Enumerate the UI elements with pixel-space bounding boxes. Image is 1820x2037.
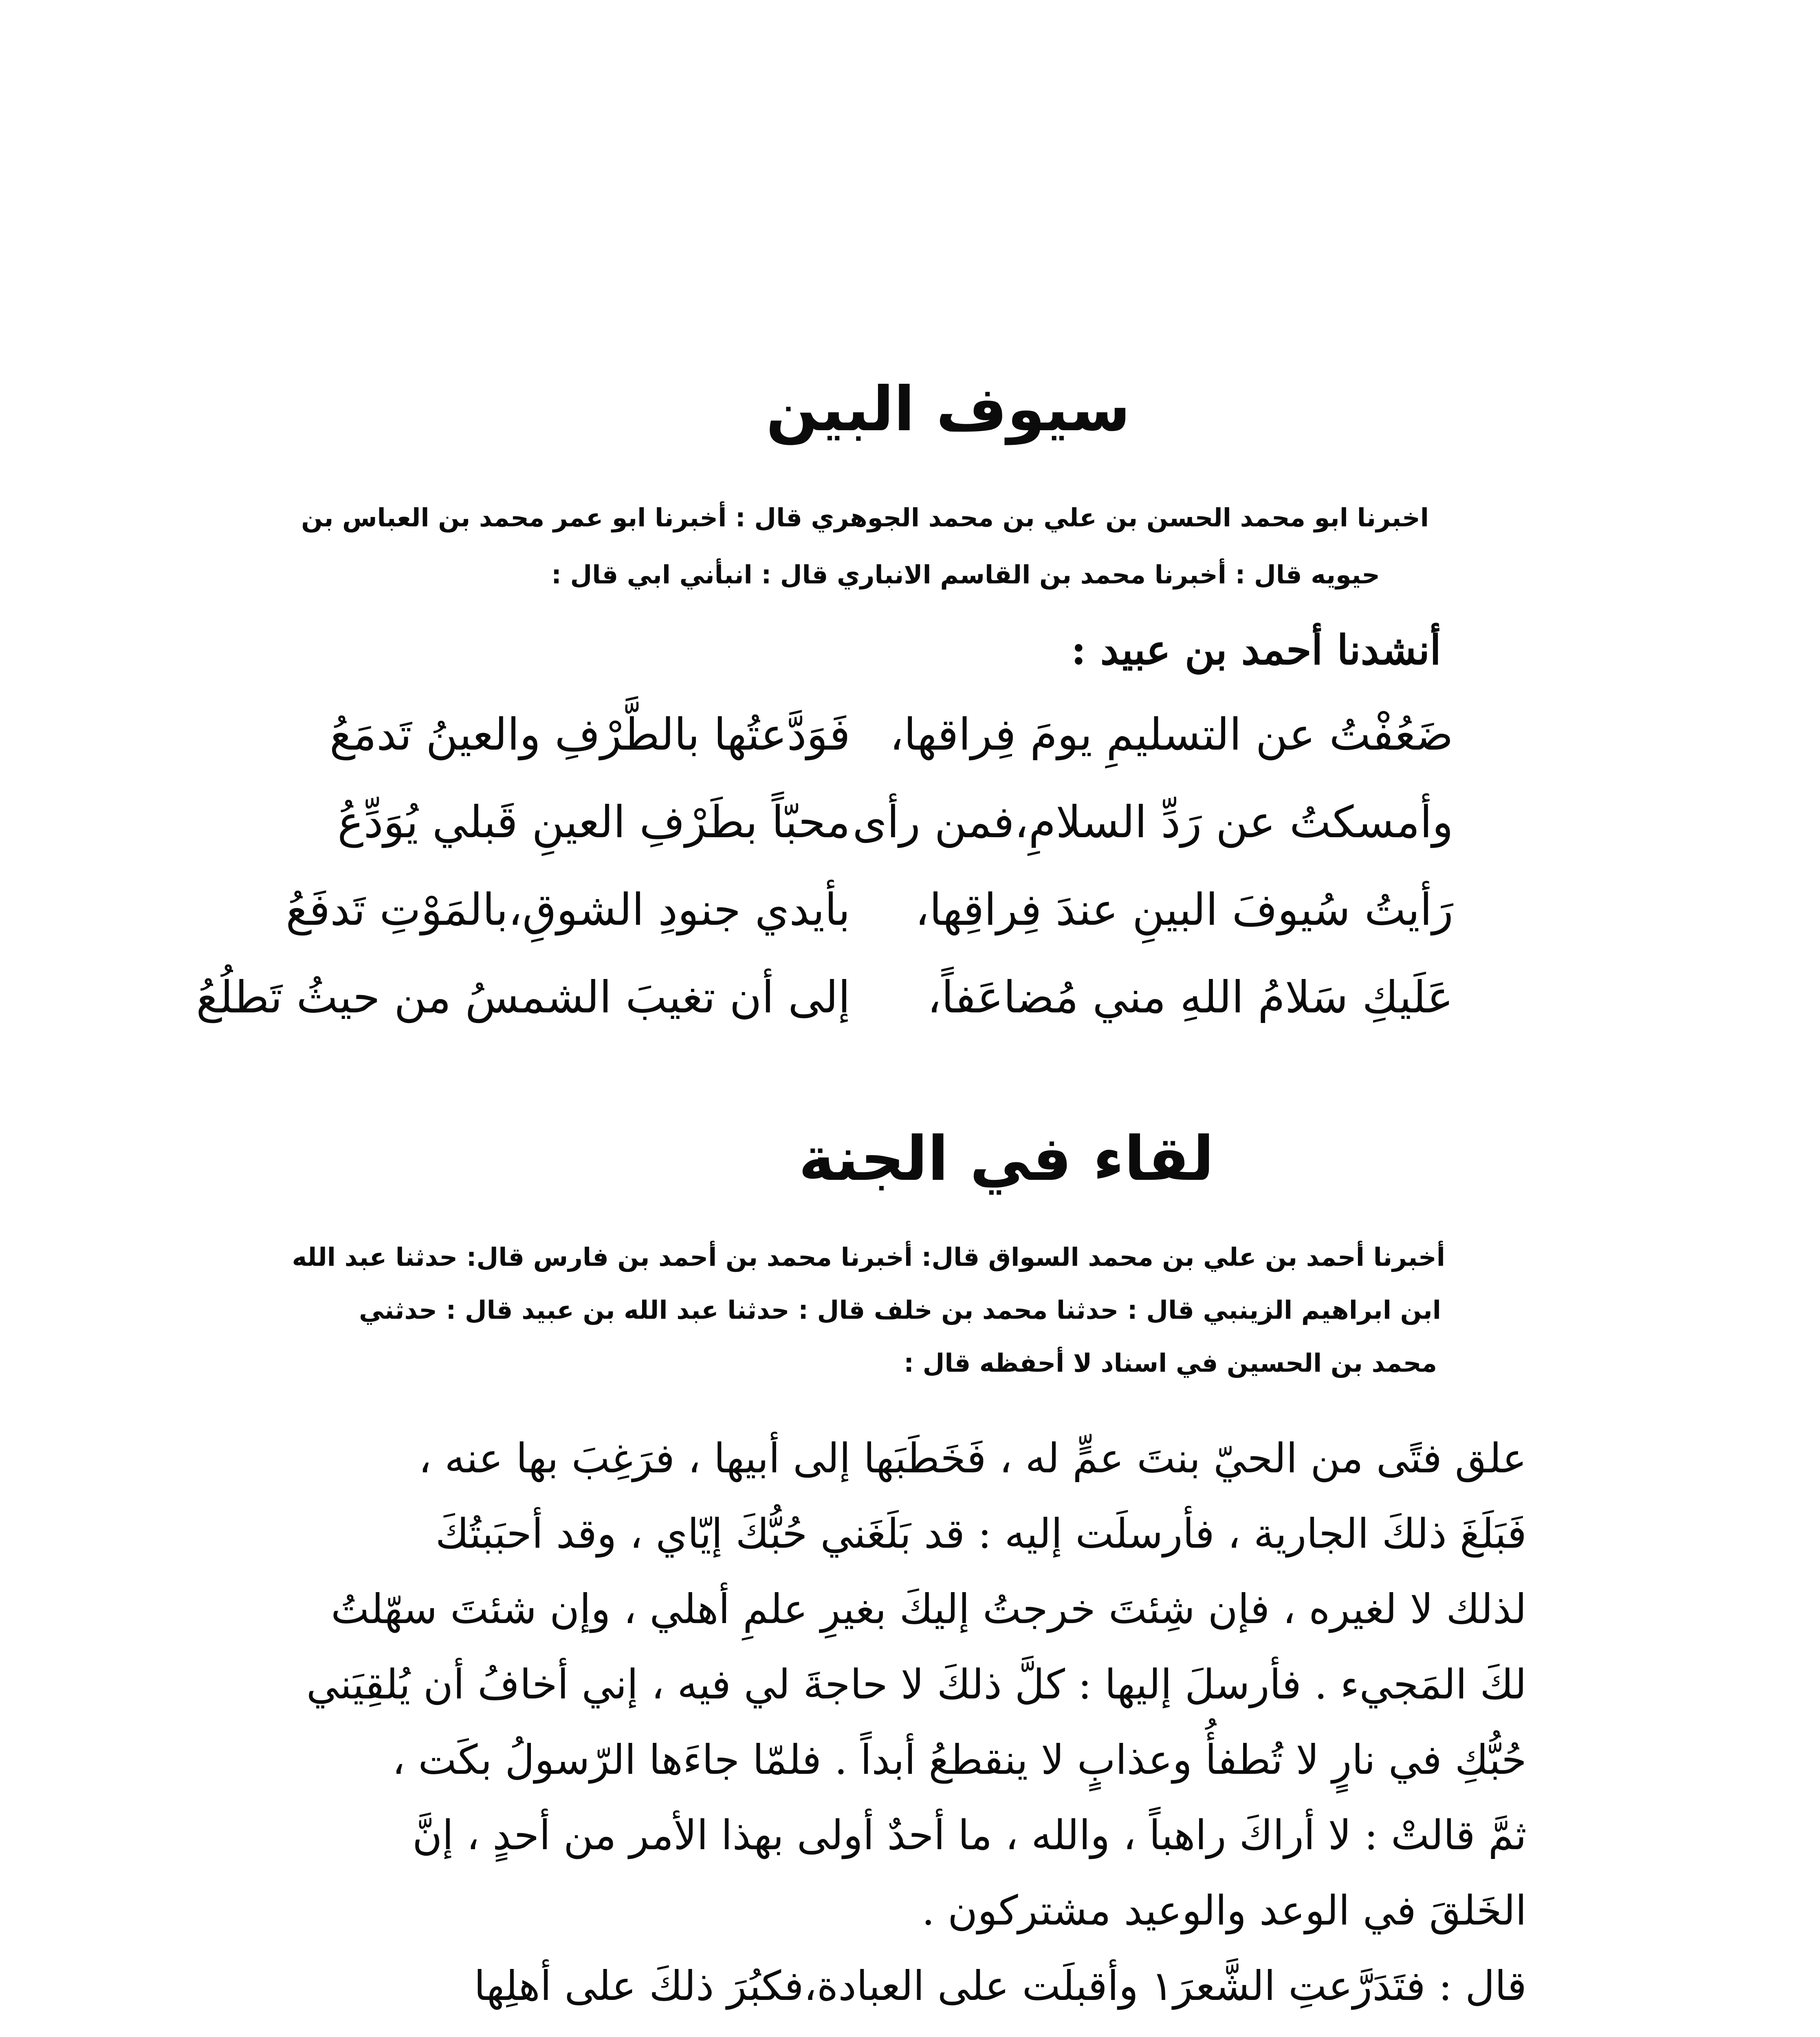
section-title-swords-of-parting: سيوف البين <box>766 374 1131 445</box>
verse-first-hemistich: وأمسكتُ عن رَدِّ السلامِ،فمن رأى <box>852 797 1453 848</box>
prose-line: قال : فتَدَرَّعتِ الشَّعرَ١ وأقبلَت على العبادة،فكبُرَ ذلكَ على أهلِها <box>474 1962 1527 2010</box>
isnad-line: ابن ابراهيم الزينبي قال : حدثنا محمد بن خلف قال : حدثنا عبد الله بن عبيد قال : حدثني <box>359 1295 1441 1325</box>
isnad-line: محمد بن الحسين في اسناد لا أحفظه قال : <box>904 1348 1437 1378</box>
verse-first-hemistich: ضَعُفْتُ عن التسليمِ يومَ فِراقها، <box>889 709 1453 760</box>
prose-line: حُبُّكِ في نارٍ لا تُطفأُ وعذابٍ لا ينقطعُ أبداً . فلمّا جاءَها الرّسولُ بكَت ، <box>392 1736 1527 1784</box>
prose-line: لذلك لا لغيره ، فإن شِئتَ خرجتُ إليكَ بغيرِ علمِ أهلي ، وإن شئتَ سهّلتُ <box>331 1585 1527 1633</box>
isnad-line: اخبرنا ابو محمد الحسن بن علي بن محمد الجوهري قال : أخبرنا ابو عمر محمد بن العباس بن <box>301 503 1429 532</box>
isnad-line: أخبرنا أحمد بن علي بن محمد السواق قال: أخبرنا محمد بن أحمد بن فارس قال: حدثنا عبد الله <box>292 1242 1445 1272</box>
prose-line: فَبَلَغَ ذلكَ الجارية ، فأرسلَت إليه : قد بَلَغَني حُبُّكَ إيّاي ، وقد أحبَبتُكَ <box>435 1510 1527 1557</box>
verse-second-hemistich: إلى أن تغيبَ الشمسُ من حيثُ تَطلُعُ <box>196 972 850 1023</box>
verse-first-hemistich: رَأيتُ سُيوفَ البينِ عندَ فِراقِها، <box>915 884 1453 935</box>
prose-line: الخَلقَ في الوعد والوعيد مشتركون . <box>922 1887 1527 1934</box>
prose-line: ثمَّ قالتْ : لا أراكَ راهباً ، والله ، ما أحدٌ أولى بهذا الأمر من أحدٍ ، إنَّ <box>412 1811 1527 1859</box>
isnad-line: حيويه قال : أخبرنا محمد بن القاسم الانباري قال : انبأني ابي قال : <box>551 560 1380 590</box>
prose-line: علق فتًى من الحيّ بنتَ عمٍّ له ، فَخَطَبَها إلى أبيها ، فرَغِبَ بها عنه ، <box>418 1434 1527 1482</box>
poem-intro: أنشدنا أحمد بن عبيد : <box>1071 626 1441 674</box>
section-title-meeting-in-paradise: لقاء في الجنة <box>799 1124 1214 1194</box>
verse-second-hemistich: فَوَدَّعتُها بالطَّرْفِ والعينُ تَدمَعُ <box>329 709 850 760</box>
prose-line: لكَ المَجيء . فأرسلَ إليها : كلَّ ذلكَ لا حاجةَ لي فيه ، إني أخافُ أن يُلقِيَني <box>306 1661 1527 1708</box>
verse-second-hemistich: بأيدي جنودِ الشوقِ،بالمَوْتِ تَدفَعُ <box>286 884 850 935</box>
verse-first-hemistich: عَلَيكِ سَلامُ اللهِ مني مُضاعَفاً، <box>927 972 1453 1023</box>
verse-second-hemistich: محبّاً بطَرْفِ العينِ قَبلي يُوَدِّعُ <box>337 797 850 848</box>
